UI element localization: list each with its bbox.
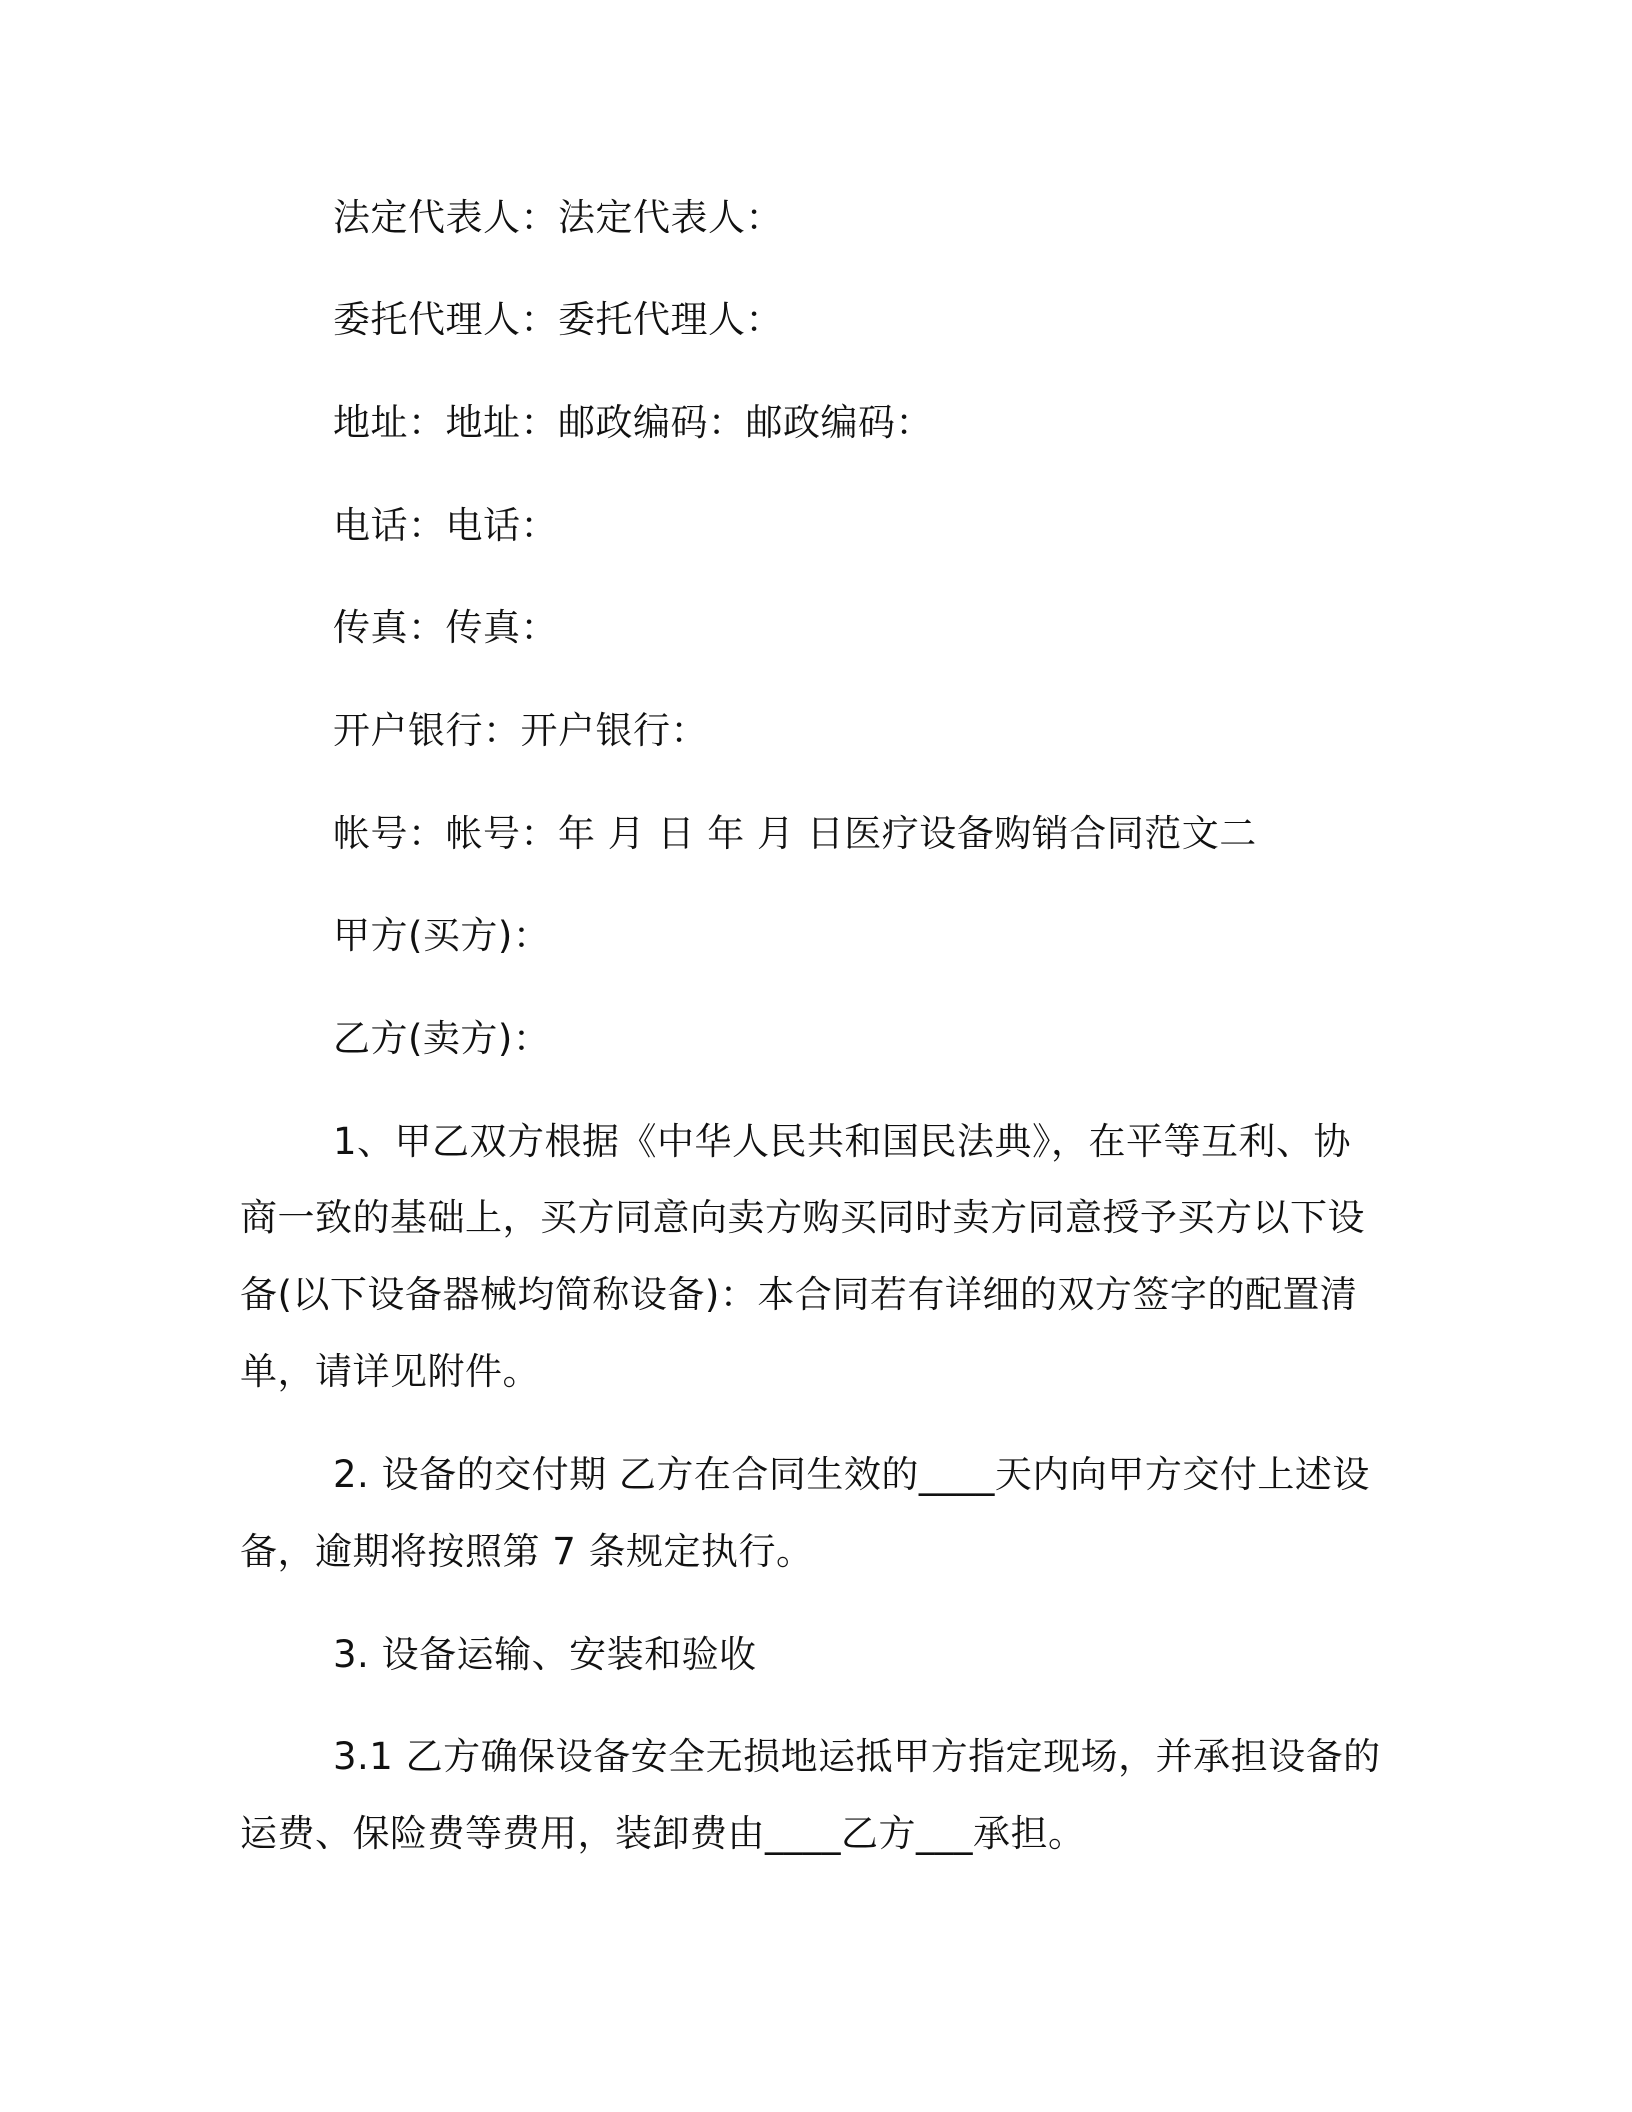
- field-authorized-agent: 委托代理人：委托代理人：: [333, 298, 783, 341]
- field-bank: 开户银行：开户银行：: [333, 709, 708, 752]
- field-legal-representative: 法定代表人：法定代表人：: [333, 196, 783, 239]
- field-address-postcode: 地址：地址：邮政编码：邮政编码：: [333, 401, 933, 444]
- field-phone: 电话：电话：: [333, 504, 558, 547]
- field-party-a-buyer: 甲方(买方)：: [333, 914, 551, 957]
- field-fax: 传真：传真：: [333, 606, 558, 649]
- clause-3-1-line-1: 3.1 乙方确保设备安全无损地运抵甲方指定现场，并承担设备的: [333, 1735, 1381, 1778]
- clause-3-heading: 3. 设备运输、安装和验收: [333, 1633, 757, 1676]
- clause-1-line-3: 备(以下设备器械均简称设备)：本合同若有详细的双方签字的配置清: [240, 1273, 1358, 1316]
- clause-3-1-line-2: 运费、保险费等费用，装卸费由____乙方___承担。: [240, 1812, 1086, 1855]
- clause-1-line-1: 1、甲乙双方根据《中华人民共和国民法典》，在平等互利、协: [333, 1120, 1352, 1163]
- field-party-b-seller: 乙方(卖方)：: [333, 1017, 551, 1060]
- clause-1-line-2: 商一致的基础上，买方同意向卖方购买同时卖方同意授予买方以下设: [240, 1196, 1365, 1239]
- clause-2-line-2: 备，逾期将按照第 7 条规定执行。: [240, 1530, 814, 1573]
- field-account-and-title: 帐号：帐号：年 月 日 年 月 日医疗设备购销合同范文二: [333, 812, 1257, 855]
- clause-1-line-4: 单，请详见附件。: [240, 1350, 540, 1393]
- clause-2-line-1: 2. 设备的交付期 乙方在合同生效的____天内向甲方交付上述设: [333, 1453, 1370, 1496]
